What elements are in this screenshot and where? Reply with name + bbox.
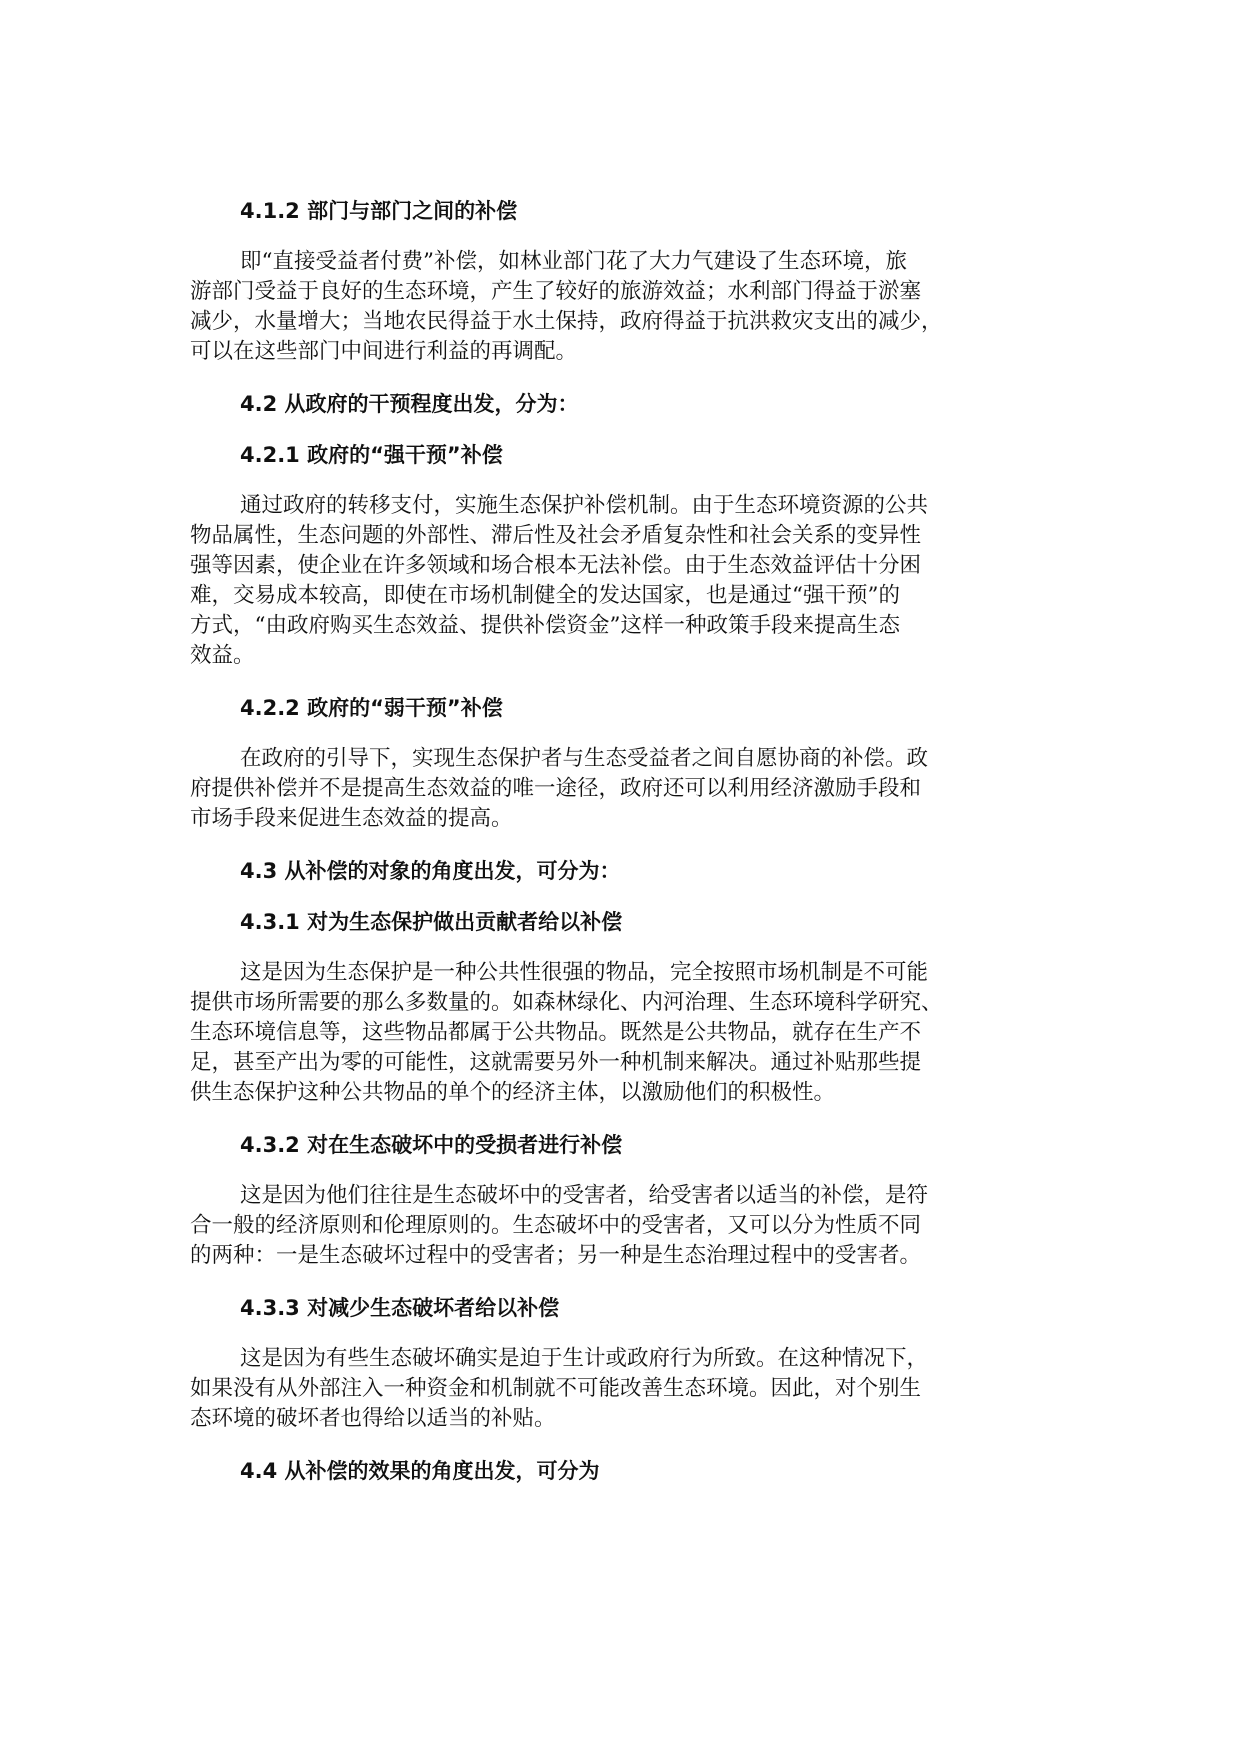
paragraph-line: 如果没有从外部注入一种资金和机制就不可能改善生态环境。因此，对个别生 xyxy=(190,1376,922,1401)
paragraph-line: 足，甚至产出为零的可能性，这就需要另外一种机制来解决。通过补贴那些提 xyxy=(190,1050,922,1075)
section-heading: 4.3.2 对在生态破坏中的受损者进行补偿 xyxy=(240,1133,623,1157)
paragraph-line: 府提供补偿并不是提高生态效益的唯一途径，政府还可以利用经济激励手段和 xyxy=(190,776,922,801)
paragraph-line: 强等因素，使企业在许多领域和场合根本无法补偿。由于生态效益评估十分困 xyxy=(190,553,922,578)
document-body xyxy=(190,196,1070,1507)
paragraph-line: 难，交易成本较高，即使在市场机制健全的发达国家，也是通过“强干预”的 xyxy=(190,583,900,608)
paragraph-line: 通过政府的转移支付，实施生态保护补偿机制。由于生态环境资源的公共 xyxy=(240,493,929,518)
paragraph-line: 游部门受益于良好的生态环境，产生了较好的旅游效益；水利部门得益于淤塞 xyxy=(190,279,922,304)
paragraph-line: 物品属性，生态问题的外部性、滞后性及社会矛盾复杂性和社会关系的变异性 xyxy=(190,523,922,548)
section-heading: 4.3.3 对减少生态破坏者给以补偿 xyxy=(240,1296,560,1320)
paragraph-line: 态环境的破坏者也得给以适当的补贴。 xyxy=(190,1406,556,1431)
section-heading: 4.4 从补偿的效果的角度出发，可分为 xyxy=(240,1459,600,1483)
paragraph-line: 即“直接受益者付费”补偿，如林业部门花了大力气建设了生态环境，旅 xyxy=(240,249,907,274)
section-heading: 4.3.1 对为生态保护做出贡献者给以补偿 xyxy=(240,910,623,934)
body-paragraph xyxy=(190,1344,1070,1434)
paragraph-line: 提供市场所需要的那么多数量的。如森林绿化、内河治理、生态环境科学研究、 xyxy=(190,990,943,1015)
paragraph-line: 效益。 xyxy=(190,643,255,668)
paragraph-line: 可以在这些部门中间进行利益的再调配。 xyxy=(190,339,578,364)
body-paragraph xyxy=(190,491,1070,671)
paragraph-line: 这是因为他们往往是生态破坏中的受害者，给受害者以适当的补偿，是符 xyxy=(240,1183,929,1208)
section-heading: 4.1.2 部门与部门之间的补偿 xyxy=(240,199,518,223)
paragraph-line: 市场手段来促进生态效益的提高。 xyxy=(190,806,513,831)
section-heading: 4.2.2 政府的“弱干预”补偿 xyxy=(240,696,503,720)
paragraph-line: 生态环境信息等，这些物品都属于公共物品。既然是公共物品，就存在生产不 xyxy=(190,1020,922,1045)
body-paragraph xyxy=(190,958,1070,1108)
paragraph-line: 这是因为生态保护是一种公共性很强的物品，完全按照市场机制是不可能 xyxy=(240,960,929,985)
body-paragraph xyxy=(190,744,1070,834)
paragraph-line: 这是因为有些生态破坏确实是迫于生计或政府行为所致。在这种情况下， xyxy=(240,1346,929,1371)
body-paragraph xyxy=(190,247,1070,367)
section-heading: 4.2 从政府的干预程度出发，分为： xyxy=(240,392,579,416)
paragraph-line: 的两种：一是生态破坏过程中的受害者；另一种是生态治理过程中的受害者。 xyxy=(190,1243,922,1268)
paragraph-line: 合一般的经济原则和伦理原则的。生态破坏中的受害者，又可以分为性质不同 xyxy=(190,1213,922,1238)
paragraph-line: 方式，“由政府购买生态效益、提供补偿资金”这样一种政策手段来提高生态 xyxy=(190,613,900,638)
section-heading: 4.3 从补偿的对象的角度出发，可分为： xyxy=(240,859,621,883)
body-paragraph xyxy=(190,1181,1070,1271)
paragraph-line: 减少，水量增大；当地农民得益于水土保持，政府得益于抗洪救灾支出的减少， xyxy=(190,309,943,334)
paragraph-line: 在政府的引导下，实现生态保护者与生态受益者之间自愿协商的补偿。政 xyxy=(240,746,929,771)
section-heading: 4.2.1 政府的“强干预”补偿 xyxy=(240,443,503,467)
paragraph-line: 供生态保护这种公共物品的单个的经济主体，以激励他们的积极性。 xyxy=(190,1080,836,1105)
